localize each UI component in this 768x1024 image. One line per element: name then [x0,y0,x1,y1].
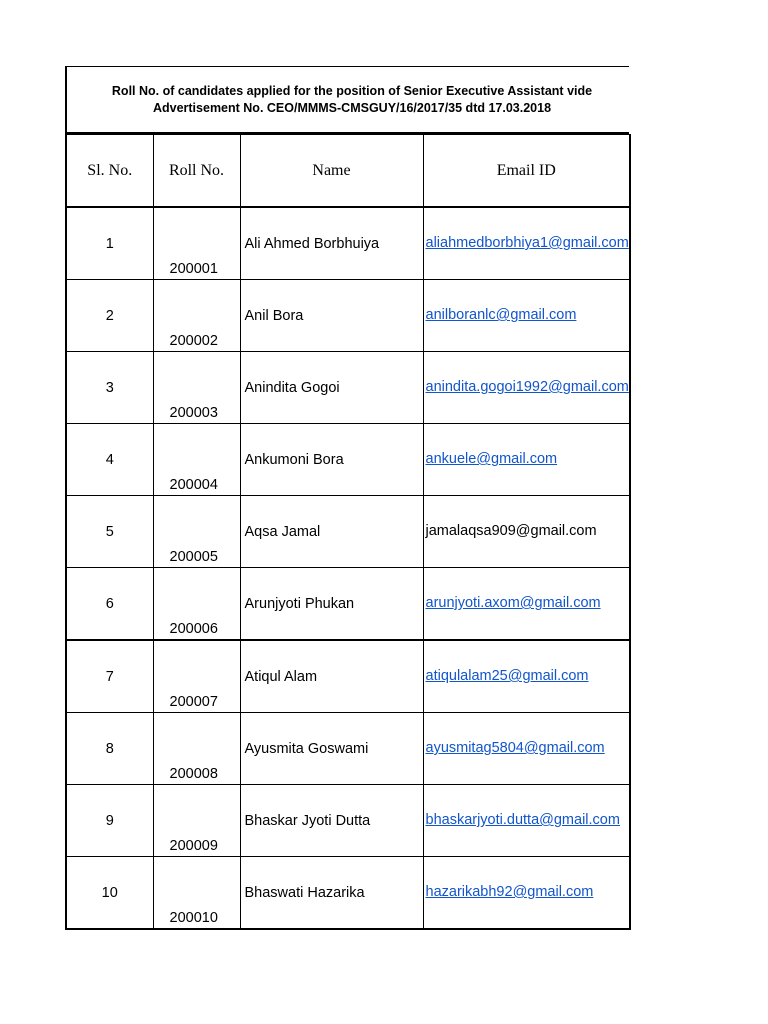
cell-roll-no: 200002 [153,280,240,352]
cell-name: Ali Ahmed Borbhuiya [240,207,423,280]
table-row [66,280,630,352]
email-link[interactable]: anilboranlc@gmail.com [425,307,577,323]
table-row [66,857,630,930]
email-link[interactable]: ayusmitag5804@gmail.com [425,740,605,756]
cell-email [423,568,630,641]
cell-name: Anindita Gogoi [240,352,423,424]
column-header-sl-no: Sl. No. [66,135,153,208]
table-row [66,207,630,280]
cell-name: Anil Bora [240,280,423,352]
title-line-2: Advertisement No. CEO/MMMS-CMSGUY/16/2017/35 dtd 17.03.2018 [152,100,552,115]
cell-name: Arunjyoti Phukan [240,568,423,641]
table-row [66,713,630,785]
cell-sl-no: 2 [66,280,153,352]
email-link[interactable]: hazarikabh92@gmail.com [425,884,594,900]
email-text: jamalaqsa909@gmail.com [425,523,597,539]
cell-sl-no: 9 [66,785,153,857]
email-link[interactable]: aliahmedborbhiya1@gmail.com [425,235,629,251]
email-link[interactable]: atiqulalam25@gmail.com [425,668,589,684]
cell-sl-no: 10 [66,857,153,930]
cell-sl-no: 6 [66,568,153,641]
cell-roll-no: 200004 [153,424,240,496]
email-link[interactable]: anindita.gogoi1992@gmail.com [425,379,629,395]
cell-sl-no: 3 [66,352,153,424]
cell-roll-no: 200009 [153,785,240,857]
column-header-roll-no: Roll No. [153,135,240,208]
sheet-title [65,66,629,134]
cell-roll-no: 200003 [153,352,240,424]
cell-roll-no: 200008 [153,713,240,785]
cell-sl-no: 5 [66,496,153,568]
table-header-row [66,135,630,208]
spreadsheet-sheet [65,66,629,930]
cell-email [423,857,630,930]
table-row [66,352,630,424]
cell-roll-no: 200006 [153,568,240,641]
email-link[interactable]: ankuele@gmail.com [425,451,558,467]
cell-roll-no: 200010 [153,857,240,930]
cell-email [423,352,630,424]
candidates-table [65,134,631,930]
cell-name: Bhaswati Hazarika [240,857,423,930]
cell-sl-no: 1 [66,207,153,280]
cell-email [423,424,630,496]
cell-sl-no: 4 [66,424,153,496]
table-row [66,640,630,713]
cell-email [423,280,630,352]
cell-email [423,713,630,785]
cell-email [423,496,630,568]
cell-sl-no: 8 [66,713,153,785]
cell-roll-no: 200007 [153,640,240,713]
table-row [66,568,630,641]
table-row [66,496,630,568]
cell-email [423,785,630,857]
cell-name: Aqsa Jamal [240,496,423,568]
cell-name: Atiqul Alam [240,640,423,713]
email-link[interactable]: bhaskarjyoti.dutta@gmail.com [425,812,620,828]
column-header-name: Name [240,135,423,208]
cell-name: Ayusmita Goswami [240,713,423,785]
cell-email [423,640,630,713]
cell-email [423,207,630,280]
email-link[interactable]: arunjyoti.axom@gmail.com [425,595,601,611]
cell-roll-no: 200005 [153,496,240,568]
cell-name: Ankumoni Bora [240,424,423,496]
column-header-email-id: Email ID [423,135,630,208]
cell-sl-no: 7 [66,640,153,713]
cell-name: Bhaskar Jyoti Dutta [240,785,423,857]
cell-roll-no: 200001 [153,207,240,280]
title-line-1: Roll No. of candidates applied for the position of Senior Executive Assistant vide [111,83,593,98]
table-row [66,424,630,496]
table-row [66,785,630,857]
